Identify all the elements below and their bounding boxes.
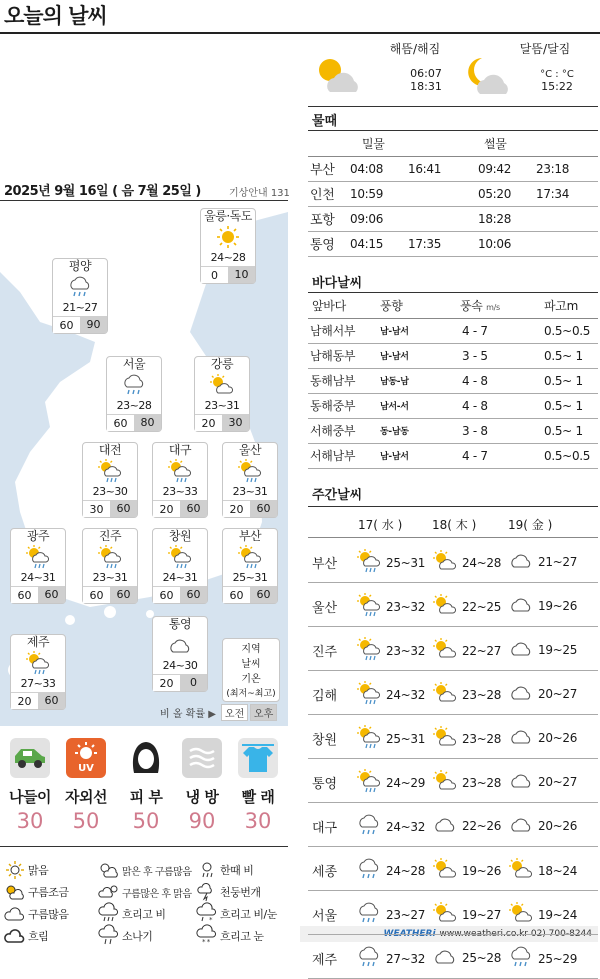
am-label: 오전: [221, 704, 248, 721]
sun-cloud-icon: [432, 725, 458, 752]
table-row: 부산 04:08 16:41 09:42 23:18: [308, 156, 598, 181]
sun-cloud-after-icon: [98, 861, 120, 879]
region-name: 창원: [168, 529, 192, 543]
weekly-forecast: [356, 945, 425, 972]
cloud-icon: [153, 632, 207, 658]
cloud-rain-icon: [356, 813, 382, 840]
rain-pm: 60: [250, 500, 277, 517]
legend-item: * * 흐리고 눈: [196, 926, 264, 946]
weekly-temp: 22~27: [462, 643, 502, 658]
brand-logo: WEATHERi: [383, 929, 436, 939]
weekly-forecast: [432, 857, 501, 884]
table-row: 서해중부 동-남동 3 - 8 0.5~ 1: [308, 418, 598, 443]
weekly-forecast: [356, 901, 425, 928]
sun-cloud-rain-icon: [11, 650, 65, 676]
cloud-snow-icon: [196, 927, 218, 945]
weekly-temp: 25~31: [386, 555, 426, 570]
rain-pm: 10: [228, 266, 255, 283]
weekly-forecast: [356, 725, 425, 752]
sun-icon: [201, 224, 255, 250]
life-uv: [58, 738, 114, 833]
rain-pm: 60: [110, 500, 137, 517]
weekly-temp: 19~25: [538, 642, 578, 657]
cloud-icon: [4, 905, 26, 923]
sun-cloud-rain-icon: [356, 637, 382, 664]
thunder-icon: [196, 883, 218, 901]
cloud-rain-snow-icon: [196, 905, 218, 923]
cloud-rain-icon: [356, 901, 382, 928]
region-name: 대구: [168, 443, 192, 457]
life-value: 50: [132, 809, 160, 833]
weekly-row: [308, 539, 598, 583]
rain-am: 60: [107, 414, 134, 431]
cloud-icon: [508, 593, 534, 618]
weekly-forecast: [508, 637, 577, 662]
sun-cloud-icon: [508, 857, 534, 884]
weekly-temp: 20~26: [538, 818, 578, 833]
weekly-temp: 19~24: [538, 907, 578, 922]
table-row: 동해남부 남동-남 4 - 8 0.5~ 1: [308, 368, 598, 393]
face-icon: [126, 738, 166, 778]
weekly-temp: 23~32: [386, 599, 426, 614]
low-tide-label: 썰물: [476, 131, 598, 156]
moon-label: 달뜸/달짐: [519, 42, 571, 56]
sun-cloud-rain-icon: [223, 544, 277, 570]
table-row: 서해남부 남-남서 4 - 7 0.5~0.5: [308, 443, 598, 468]
sun-cloud-rain-icon: [356, 593, 382, 620]
rain-pm: 60: [250, 586, 277, 603]
sun-cloud-icon: [432, 637, 458, 664]
high-tide-label: 밀물: [348, 131, 476, 156]
cloud-rain-icon: [356, 857, 382, 884]
sun-cloud-rain-icon: [356, 769, 382, 796]
sun-cloud-rain-icon: [11, 544, 65, 570]
weekly-day: 18( 木 ): [432, 518, 477, 532]
weekly-forecast: [508, 593, 577, 618]
table-row: 포항 09:06 18:28: [308, 206, 598, 231]
weekly-temp: 19~27: [462, 907, 502, 922]
weekly-temp: 23~28: [462, 687, 502, 702]
life-cooling: [174, 738, 230, 833]
tide-title: 물때: [312, 114, 338, 129]
rain-am: 20: [223, 500, 250, 517]
cloud-icon: [432, 945, 458, 970]
sun-moon-panel: [300, 40, 600, 106]
sun-cloud-rain-icon: [153, 458, 207, 484]
region-temp: 23~31: [92, 571, 128, 584]
weekly-forecast: [356, 549, 425, 576]
legend-item: 천둥번개: [196, 882, 261, 902]
cloud-icon: [508, 549, 534, 574]
sun-cloud-icon: [432, 681, 458, 708]
region-temp: 23~30: [92, 485, 128, 498]
svg-text:UV: UV: [78, 763, 94, 774]
weekly-forecast: [508, 725, 577, 750]
region-temp: 25~31: [232, 571, 268, 584]
region-jeju: [10, 634, 66, 710]
rain-am: 60: [53, 316, 80, 333]
weekly-forecast: [432, 813, 501, 838]
weekly-forecast: [432, 637, 501, 664]
weekly-day: 17( 水 ): [358, 518, 403, 532]
rain-pm: 60: [110, 586, 137, 603]
moonset-time: 15:22: [541, 80, 573, 93]
weekly-forecast: [508, 769, 577, 794]
weekly-forecast: [432, 945, 501, 970]
weekly-temp: 22~25: [462, 599, 502, 614]
life-divider: [0, 846, 288, 847]
cloud-icon: [508, 813, 534, 838]
weekly-days-header: [308, 512, 598, 538]
weekly-row: [308, 715, 598, 759]
weekly-city: 김해: [312, 689, 338, 704]
svg-text:*: *: [209, 916, 212, 924]
cloud-rain-icon: [356, 945, 382, 972]
legend-item: 소나기: [98, 926, 152, 946]
region-name: 제주: [26, 635, 50, 649]
weekly-row: [308, 847, 598, 891]
region-name: 부산: [238, 529, 262, 543]
life-laundry: [230, 738, 286, 833]
arrow-right-icon: ▶: [208, 709, 216, 720]
sun-cloud-rain-icon: [356, 549, 382, 576]
rain-am: 60: [83, 586, 110, 603]
weekly-temp: 22~26: [462, 818, 502, 833]
sun-divider: [308, 106, 598, 107]
uv-icon: [66, 738, 106, 778]
weekly-row: [308, 891, 598, 935]
region-seoul: [106, 356, 162, 432]
sun-cloud-icon: [432, 549, 458, 576]
weekly-row: [308, 803, 598, 847]
weekly-temp: 20~26: [538, 730, 578, 745]
weekly-temp: 27~32: [386, 951, 426, 966]
weekly-forecast: [432, 681, 501, 708]
date-line: 2025년 9월 16일 ( 음 7월 25일 ): [4, 184, 201, 199]
legend-item: 흐림: [4, 926, 48, 946]
weekly-row: [308, 935, 598, 979]
life-name: 빨 래: [241, 788, 275, 806]
rain-probability-label: 비 올 확률: [160, 709, 205, 720]
rain-am: 60: [11, 586, 38, 603]
weekly-day: 19( 金 ): [508, 518, 553, 532]
sun-cloud-rain-icon: [153, 544, 207, 570]
weekly-forecast: [432, 549, 501, 576]
weekly-temp: 23~32: [386, 643, 426, 658]
life-value: 50: [72, 809, 100, 833]
weekly-rule: [308, 506, 598, 507]
life-value: 30: [16, 809, 44, 833]
cloud-icon: [432, 813, 458, 838]
region-name: 대전: [98, 443, 122, 457]
life-name: 냉 방: [185, 788, 219, 806]
weekly-forecast: [432, 725, 501, 752]
legend-item: 구름조금: [4, 882, 69, 902]
sun-cloud-rain-icon: [356, 725, 382, 752]
rain-am: 20: [11, 692, 38, 709]
legend-item: 맑음: [4, 860, 48, 880]
sun-label: 해뜸/해짐: [389, 42, 441, 56]
tide-table: [308, 131, 598, 257]
region-name: 통영: [168, 617, 192, 631]
weekly-forecast: [356, 681, 425, 708]
region-busan: [222, 528, 278, 604]
life-skin: [118, 738, 174, 833]
rain-pm: 90: [80, 316, 107, 333]
sun-cloud-icon: [432, 857, 458, 884]
region-name: 진주: [98, 529, 122, 543]
cloud-rain-icon: [508, 945, 534, 972]
page-title: 오늘의 날씨: [4, 4, 107, 28]
region-name: 강릉: [210, 357, 234, 371]
weekly-temp: 25~28: [462, 950, 502, 965]
cloud-rain-icon: [98, 905, 120, 923]
rain-am: 0: [201, 266, 228, 283]
legend-item: * 흐리고 비/눈: [196, 904, 277, 924]
region-tongyeong: [152, 616, 208, 692]
sun-cloud-icon: [195, 372, 249, 398]
rain-am: 20: [153, 674, 180, 691]
laundry-icon: [238, 738, 278, 778]
rain-am: 20: [153, 500, 180, 517]
date-divider: [0, 200, 288, 201]
region-jinju: [82, 528, 138, 604]
weekly-city: 서울: [312, 909, 338, 924]
legend-item: 구름많음: [4, 904, 69, 924]
weekly-temp: 21~27: [538, 554, 578, 569]
rain-pm: 60: [38, 586, 65, 603]
weekly-city: 울산: [312, 601, 338, 616]
rain-pm: 60: [180, 586, 207, 603]
life-index-bar: [0, 732, 288, 840]
weekly-temp: 19~26: [462, 863, 502, 878]
sun-cloud-rain-icon: [356, 681, 382, 708]
table-row: 남해서부 남-남서 4 - 7 0.5~0.5: [308, 318, 598, 343]
region-temp: 27~33: [20, 677, 56, 690]
weekly-forecast: [508, 857, 577, 884]
weekly-temp: 25~31: [386, 731, 426, 746]
weekly-forecast: [432, 769, 501, 796]
region-name: 울산: [238, 443, 262, 457]
life-value: 30: [244, 809, 272, 833]
weekly-temp: 23~27: [386, 907, 426, 922]
rain-probability-legend: [160, 704, 277, 721]
weekly-row: [308, 759, 598, 803]
rain-pm: 60: [38, 692, 65, 709]
rain-pm: 80: [134, 414, 161, 431]
region-pyongyang: [52, 258, 108, 334]
legend-weather: 날씨: [241, 659, 261, 670]
life-name: 자외선: [65, 788, 107, 806]
sun-cloud-rain-icon: [83, 458, 137, 484]
overcast-icon: [4, 927, 26, 945]
sun-cloud-icon: [432, 901, 458, 928]
weekly-temp: 19~26: [538, 598, 578, 613]
weekly-temp: 24~28: [386, 863, 426, 878]
sun-rain-once-icon: [196, 861, 218, 879]
car-icon: [10, 738, 50, 778]
region-temp: 24~31: [162, 571, 198, 584]
weekly-temp: 18~24: [538, 863, 578, 878]
region-temp: 24~28: [210, 251, 246, 264]
legend-item: 한때 비: [196, 860, 253, 880]
weekly-forecast: [508, 901, 577, 928]
sunset-time: 18:31: [410, 80, 442, 93]
weekly-row: [308, 583, 598, 627]
weekly-forecast: [356, 637, 425, 664]
weekly-temp: 24~32: [386, 687, 426, 702]
title-divider: [0, 32, 600, 34]
sea-table: 앞바다 풍향 풍속 m/s 파고m 남해서부 남-남서 4 - 7 0.5~0.5 남해동부 남-남서 3 - 5 0.5~ 1 동해남부 남동-남 4 - 8 0.5~ 1 동해중부 남서-서 4 - 8 0.5~ 1 서해중부 동-남동 3 - 8 0.5~ 1 서해남부 남-남서 4 - 7 0.5~0.5: [308, 293, 598, 469]
weekly-forecast: [508, 681, 577, 706]
weekly-forecast: [356, 813, 425, 840]
cloud-icon: [508, 725, 534, 750]
cloud-icon: [508, 637, 534, 662]
region-gangneung: [194, 356, 250, 432]
sun-icon: [4, 861, 26, 879]
table-row: 인천 10:59 05:20 17:34: [308, 181, 598, 206]
legend-temp: 기온: [241, 674, 261, 685]
sun-cloud-icon: [508, 901, 534, 928]
sun-cloud-rain-icon: [83, 544, 137, 570]
sea-title: 바다날씨: [312, 276, 363, 291]
weekly-city: 제주: [312, 953, 338, 968]
footer-contact: www.weatheri.co.kr 02) 700-8244: [439, 929, 592, 939]
rain-am: 30: [83, 500, 110, 517]
map-legend-box: [222, 638, 280, 702]
info-code: 기상안내 131: [229, 188, 290, 199]
sun-times: [360, 40, 470, 93]
table-row: 동해중부 남서-서 4 - 8 0.5~ 1: [308, 393, 598, 418]
rain-pm: 30: [222, 414, 249, 431]
legend-item: 흐리고 비: [98, 904, 166, 924]
weekly-city: 세종: [312, 865, 338, 880]
weekly-city: 부산: [312, 557, 338, 572]
weekly-temp: 23~28: [462, 731, 502, 746]
sun-cloud-icon: [432, 769, 458, 796]
rain-pm: 60: [180, 500, 207, 517]
weekly-forecast: [508, 813, 577, 838]
life-name: 나들이: [9, 788, 51, 806]
cloud-after-sun-icon: [98, 883, 120, 901]
table-row: 통영 04:15 17:35 10:06: [308, 231, 598, 256]
shower-icon: [98, 927, 120, 945]
region-daejeon: [82, 442, 138, 518]
moonrise-time: °C : °C: [540, 69, 574, 80]
cloud-rain-icon: [107, 372, 161, 398]
weekly-city: 진주: [312, 645, 338, 660]
weekly-city: 대구: [312, 821, 338, 836]
region-temp: 23~28: [116, 399, 152, 412]
weekly-temp: 24~28: [462, 555, 502, 570]
table-row: 남해동부 남-남서 3 - 5 0.5~ 1: [308, 343, 598, 368]
weekly-city: 통영: [312, 777, 338, 792]
region-name: 울릉·독도: [204, 209, 252, 223]
region-ulsan: [222, 442, 278, 518]
rain-pm: 0: [180, 674, 207, 691]
legend-item: 맑은 후 구름많음: [98, 860, 191, 880]
weekly-forecast: [508, 945, 577, 972]
cloud-icon: [508, 769, 534, 794]
region-daegu: [152, 442, 208, 518]
legend-temp-range: (최저~최고): [226, 689, 276, 699]
sunrise-time: 06:07: [410, 67, 442, 80]
region-name: 광주: [26, 529, 50, 543]
weekly-temp: 24~32: [386, 819, 426, 834]
rain-am: 60: [153, 586, 180, 603]
weekly-row: [308, 671, 598, 715]
weekly-forecast: [432, 901, 501, 928]
life-name: 피 부: [129, 788, 163, 806]
region-temp: 23~31: [232, 485, 268, 498]
weekly-temp: 20~27: [538, 686, 578, 701]
region-ulleung: [200, 208, 256, 284]
rain-am: 60: [223, 586, 250, 603]
region-gwangju: [10, 528, 66, 604]
life-value: 90: [188, 809, 216, 833]
moon-times: [490, 40, 600, 93]
weekly-row: [308, 627, 598, 671]
region-temp: 23~31: [204, 399, 240, 412]
weekly-forecast: [432, 593, 501, 620]
rain-am: 20: [195, 414, 222, 431]
region-temp: 24~30: [162, 659, 198, 672]
weekly-temp: 23~28: [462, 775, 502, 790]
legend-item: 구름많은 후 맑음: [98, 882, 191, 902]
weekly-title: 주간날씨: [312, 488, 363, 503]
weekly-temp: 25~29: [538, 951, 578, 966]
region-temp: 23~33: [162, 485, 198, 498]
cloud-icon: [508, 681, 534, 706]
weekly-forecast: [356, 769, 425, 796]
sun-cloud-icon: [432, 593, 458, 620]
weekly-forecast: [508, 549, 577, 574]
life-outing: [2, 738, 58, 833]
region-changwon: [152, 528, 208, 604]
cloud-rain-icon: [53, 274, 107, 300]
weekly-temp: 24~29: [386, 775, 426, 790]
region-name: 서울: [122, 357, 146, 371]
sun-cloud-rain-icon: [223, 458, 277, 484]
region-temp: 24~31: [20, 571, 56, 584]
weekly-temp: 20~27: [538, 774, 578, 789]
pm-label: 오후: [250, 704, 277, 721]
wind-icon: [182, 738, 222, 778]
legend-region: 지역: [241, 644, 261, 655]
weekly-forecast: [356, 857, 425, 884]
weekly-city: 창원: [312, 733, 338, 748]
sun-cloud-icon: [4, 883, 26, 901]
region-temp: 21~27: [62, 301, 98, 314]
region-name: 평양: [68, 259, 92, 273]
svg-text:* *: * *: [202, 938, 210, 946]
weekly-forecast: [356, 593, 425, 620]
